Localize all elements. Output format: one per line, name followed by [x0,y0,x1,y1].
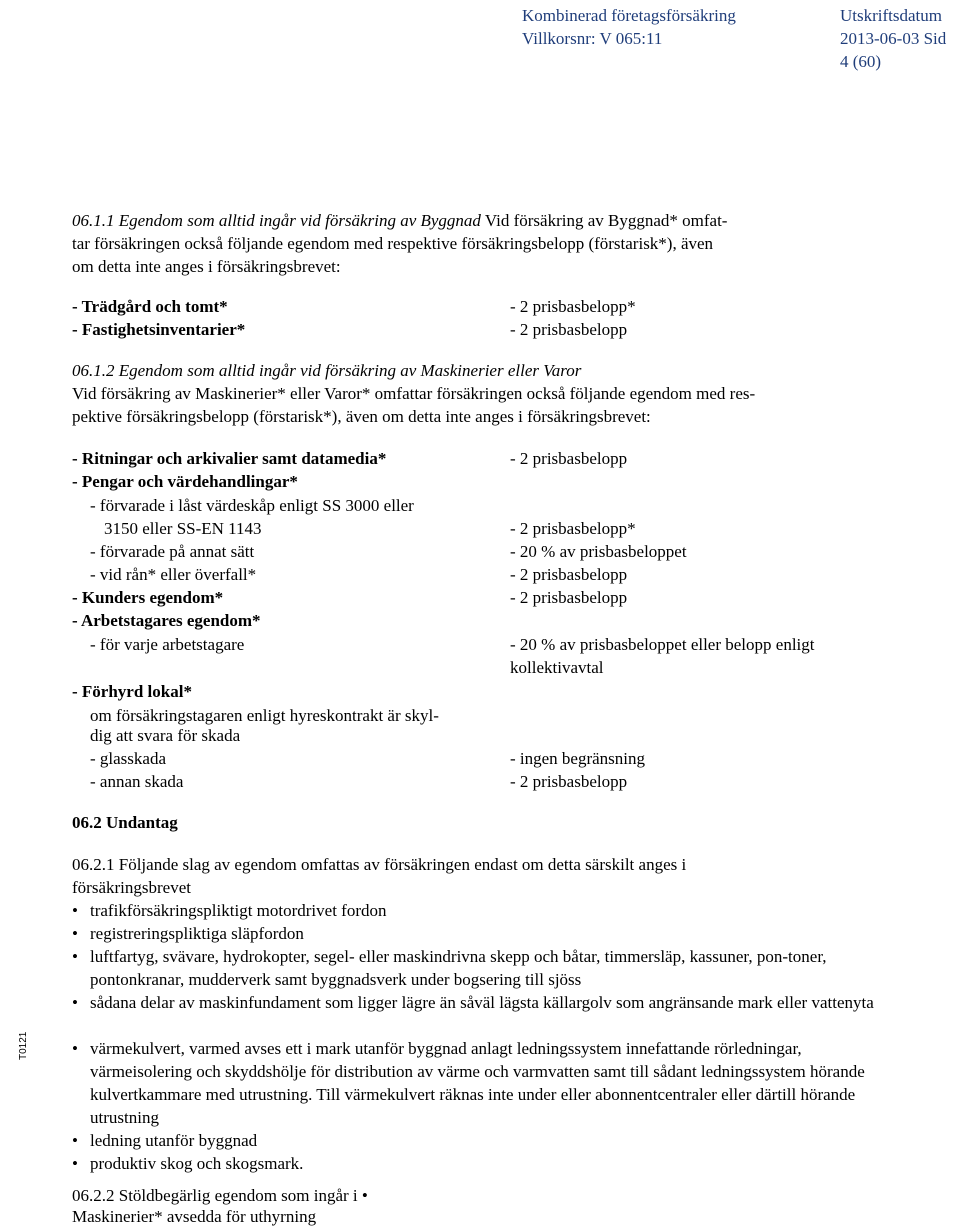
section-0622-line1: 06.2.2 Stöldbegärlig egendom som ingår i • [72,1186,368,1205]
lokal-text-line2: dig att svara för skada [90,726,241,745]
lokal-glas-amount: - ingen begränsning [510,749,646,768]
list-item: sådana delar av maskinfundament som ligger lägre än såväl lägsta källargolv som angränsande mark eller vattenyta [90,993,874,1012]
section-0622-line2: Maskinerier* avsedda för uthyrning [72,1207,317,1226]
item-lokal: - Förhyrd lokal* [72,682,192,701]
side-code: T0121 [18,1031,29,1060]
section-0612-line2: pektive försäkringsbelopp (förstarisk*), även om detta inte anges i försäkringsbrevet: [72,407,651,426]
list-item: värmekulvert, varmed avses ett i mark utanför byggnad anlagt ledningssystem innefattande rörledningar, värmeisolering och skyddshölje för distribution av värme och varmvatten samt till sådant ledningssystem hörande kulvertkammare med utrustning. Till värmekulvert räknas inte under eller abonnentcentraler eller därtill hörande utrustning [90,1039,865,1127]
item-arbetstagares: - Arbetstagares egendom* [72,611,261,630]
item-fastighetsinventarier: - Fastighetsinventarier* [72,320,246,339]
item-kunders-amount: - 2 prisbasbelopp [510,588,628,607]
item-ritningar: - Ritningar och arkivalier samt datamedia* [72,449,387,468]
bullet-icon: • [72,924,78,943]
bullet-icon: • [72,1154,78,1173]
section-0611-line1: 06.1.1 Egendom som alltid ingår vid försäkring av Byggnad Vid försäkring av Byggnad* omfat- [72,211,728,230]
page-label: Sid [923,29,947,48]
bullet-icon: • [72,947,78,966]
pengar-sub2: - förvarade på annat sätt [90,542,255,561]
item-tradgard-amount: - 2 prisbasbelopp* [510,297,636,316]
pengar-sub1-amount: - 2 prisbasbelopp* [510,519,636,538]
pengar-sub1-line2: 3150 eller SS-EN 1143 [104,519,262,538]
section-0612-line1: Vid försäkring av Maskinerier* eller Varor* omfattar försäkringen också följande egendom med res- [72,384,756,403]
arb-sub: - för varje arbetstagare [90,635,245,654]
section-0611-line2: tar försäkringen också följande egendom med respektive försäkringsbelopp (förstarisk*), även [72,234,714,253]
print-date-label: Utskriftsdatum [840,6,942,25]
item-tradgard: - Trädgård och tomt* [72,297,228,316]
section-0611-heading: 06.1.1 Egendom som alltid ingår vid försäkring av Byggnad [72,211,481,230]
bullet-icon: • [72,901,78,920]
section-0621-line1: 06.2.1 Följande slag av egendom omfattas av försäkringen endast om detta särskilt anges i [72,855,687,874]
lokal-annan-amount: - 2 prisbasbelopp [510,772,628,791]
item-kunders: - Kunders egendom* [72,588,224,607]
arb-sub-amount-line1: - 20 % av prisbasbeloppet eller belopp enligt [510,635,815,654]
item-pengar: - Pengar och värdehandlingar* [72,472,298,491]
lokal-annan: - annan skada [90,772,184,791]
section-062-heading: 06.2 Undantag [72,813,178,832]
terms-number: Villkorsnr: V 065:11 [522,29,663,48]
list-item: trafikförsäkringspliktigt motordrivet fordon [90,901,387,920]
section-0611-line3: om detta inte anges i försäkringsbrevet: [72,257,341,276]
pengar-sub3-amount: - 2 prisbasbelopp [510,565,628,584]
page-number: 4 (60) [840,52,882,71]
item-ritningar-amount: - 2 prisbasbelopp [510,449,628,468]
pengar-sub1-line1: - förvarade i låst värdeskåp enligt SS 3000 eller [90,496,414,515]
pengar-sub3: - vid rån* eller överfall* [90,565,257,584]
print-date: 2013-06-03 Sid [840,29,947,48]
arb-sub-amount-line2: kollektivavtal [510,658,604,677]
document-title: Kombinerad företagsförsäkring [522,6,736,25]
list-item: produktiv skog och skogsmark. [90,1154,304,1173]
section-0621-line2: försäkringsbrevet [72,878,191,897]
pengar-sub2-amount: - 20 % av prisbasbeloppet [510,542,687,561]
bullet-icon: • [72,1039,78,1058]
lokal-glas: - glasskada [90,749,167,768]
lokal-text-line1: om försäkringstagaren enligt hyreskontrakt är skyl- [90,706,439,725]
list-item: ledning utanför byggnad [90,1131,258,1150]
item-fastighetsinventarier-amount: - 2 prisbasbelopp [510,320,628,339]
list-item: luftfartyg, svävare, hydrokopter, segel- eller maskindrivna skepp och båtar, timmersläp, kassuner, pon-toner, pontonkranar, mudderverk samt byggnadsverk under bogsering till sjöss [90,947,827,989]
bullet-icon: • [72,993,78,1012]
section-0612-heading: 06.1.2 Egendom som alltid ingår vid försäkring av Maskinerier eller Varor [72,361,582,380]
bullet-icon: • [72,1131,78,1150]
list-item: registreringspliktiga släpfordon [90,924,304,943]
